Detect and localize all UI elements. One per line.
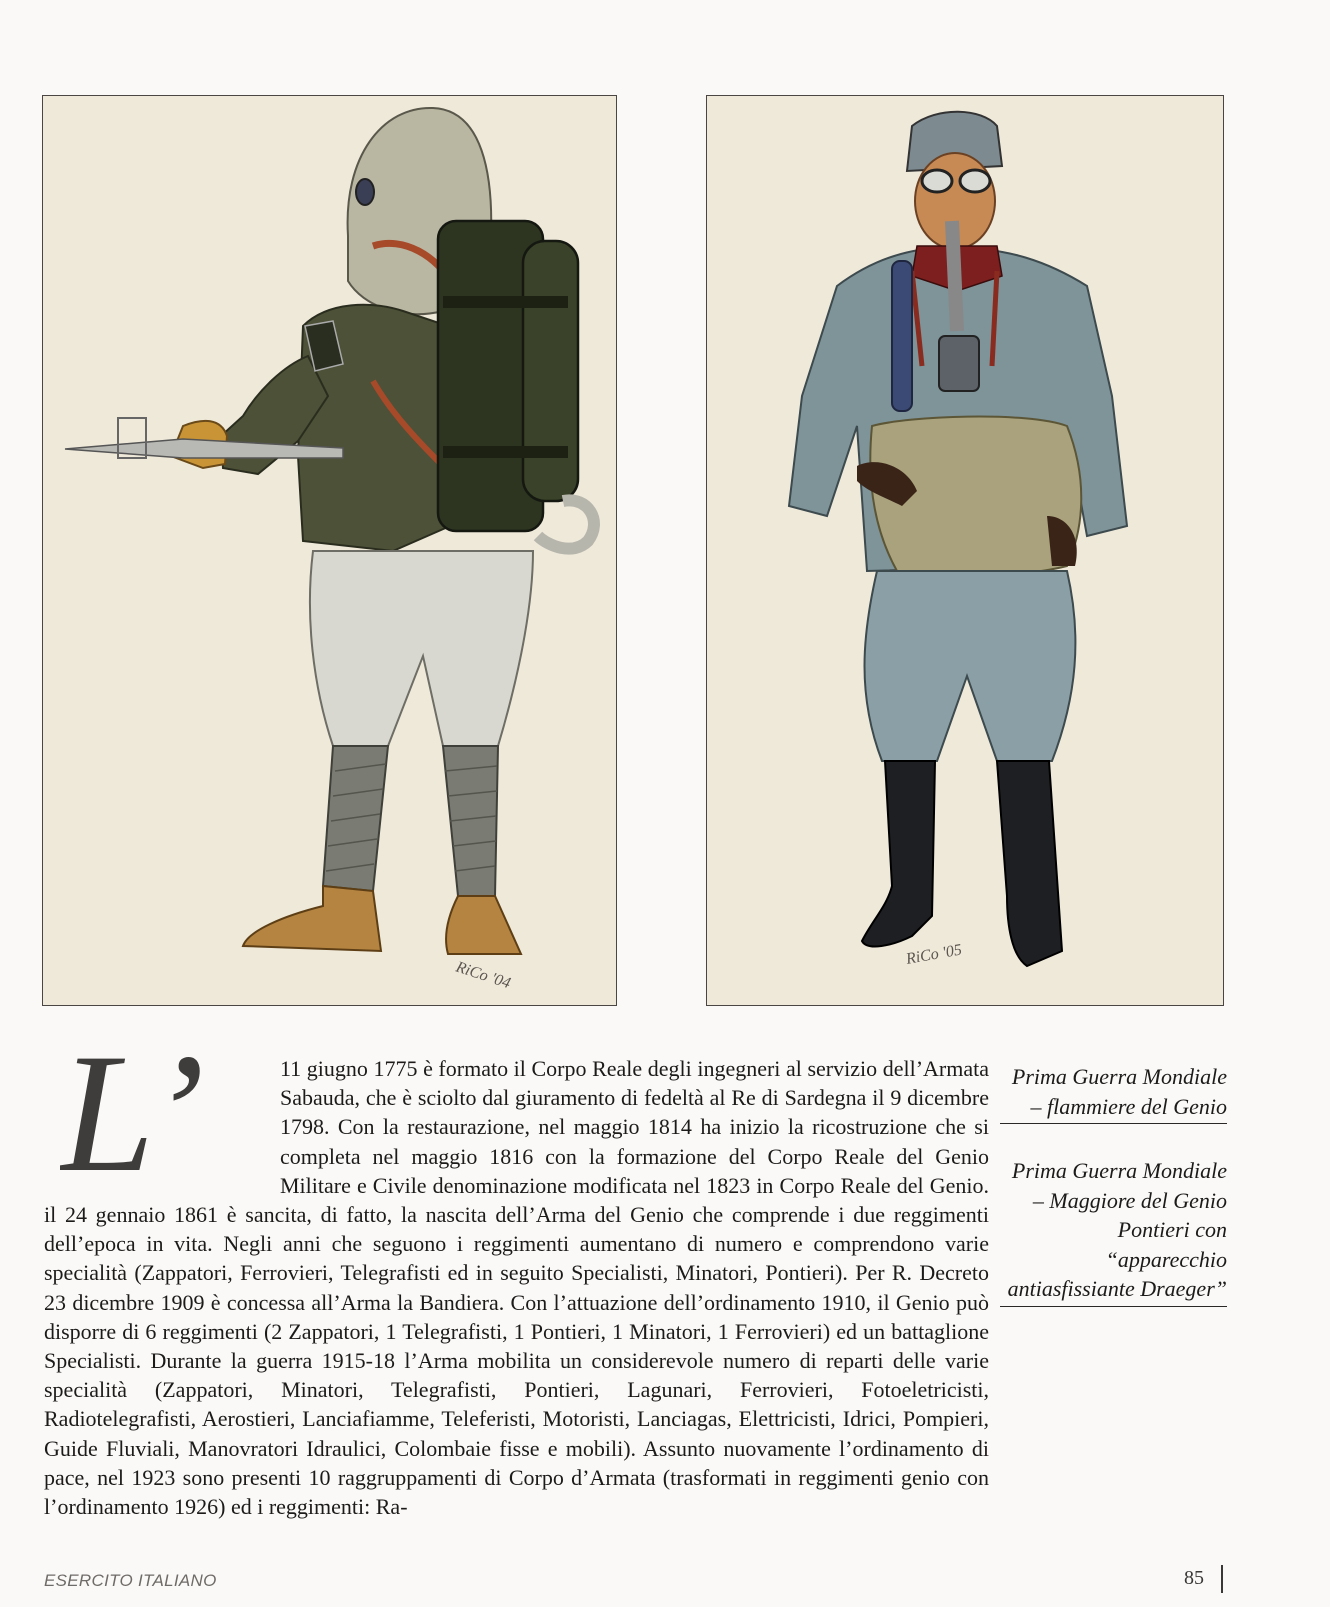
footer-publication: ESERCITO ITALIANO xyxy=(44,1571,217,1590)
svg-text:L’: L’ xyxy=(60,1040,205,1200)
captions xyxy=(1000,1062,1227,1307)
flamethrower-soldier-drawing xyxy=(43,96,616,1005)
artist-signature-left: RiCo '04 xyxy=(453,958,513,993)
caption-major: Prima Guerra Mondiale – Maggiore del Genio Pontieri con “apparecchio antiasfissiante Draeger” xyxy=(1000,1156,1227,1307)
illustration-major-pontieri xyxy=(706,95,1224,1006)
major-pontieri-drawing xyxy=(707,96,1223,1005)
artist-signature-right: RiCo '05 xyxy=(904,941,964,968)
body-paragraph: 11 giugno 1775 è formato il Corpo Reale degli ingegneri al servizio dell’Armata Sabauda, che è sciolto dal giuramento di fedeltà al Re di Sardegna il 9 dicembre 1798. Con la restaurazione, nel maggio 1814 ha inizio la ricostruzione che si completa nel maggio 1816 con la formazione del Corpo Reale del Genio Militare e Civile denominazione modificata nel 1823 in Corpo Reale del Genio. il 24 gennaio 1861 è sancita, di fatto, la nascita dell’Arma del Genio che comprende i due reggimenti dell’epoca in vita. Negli anni che seguono i reggimenti aumentano di numero e comprendono varie specialità (Zappatori, Ferrovieri, Telegrafisti ed in seguito Specialisti, Minatori, Pontieri). Per R. Decreto 23 dicembre 1909 è concessa all’Arma la Bandiera. Con l’attuazione dell’ordinamento 1910, il Genio può disporre di 6 reggimenti (2 Zappatori, 1 Telegrafisti, 1 Pontieri, 1 Minatori, 1 Ferrovieri) ed un battaglione Specialisti. Durante la guerra 1915-18 l’Arma mobilita un considerevole numero di reparti delle varie specialità (Zappatori, Minatori, Telegrafisti, Pontieri, Lagunari, Ferrovieri, Fotoeletricisti, Radiotelegrafisti, Aerostieri, Lanciafiamme, Teleferisti, Motoristi, Lanciagas, Elettricisti, Idrici, Pompieri, Guide Fluviali, Manovratori Idraulici, Colombaie fisse e mobili). Assunto nuovamente l’ordinamento di pace, nel 1923 sono presenti 10 raggruppamenti di Corpo d’Armata (trasformati in reggimenti genio con l’ordinamento 1926) ed i reggimenti: Ra- xyxy=(44,1056,989,1520)
footer-rule xyxy=(1221,1565,1223,1593)
page-number: 85 xyxy=(1184,1567,1204,1589)
illustration-flamethrower-soldier xyxy=(42,95,617,1006)
body-text xyxy=(44,1054,989,1521)
caption-flamethrower: Prima Guerra Mondiale – flammiere del Genio xyxy=(1000,1062,1227,1124)
